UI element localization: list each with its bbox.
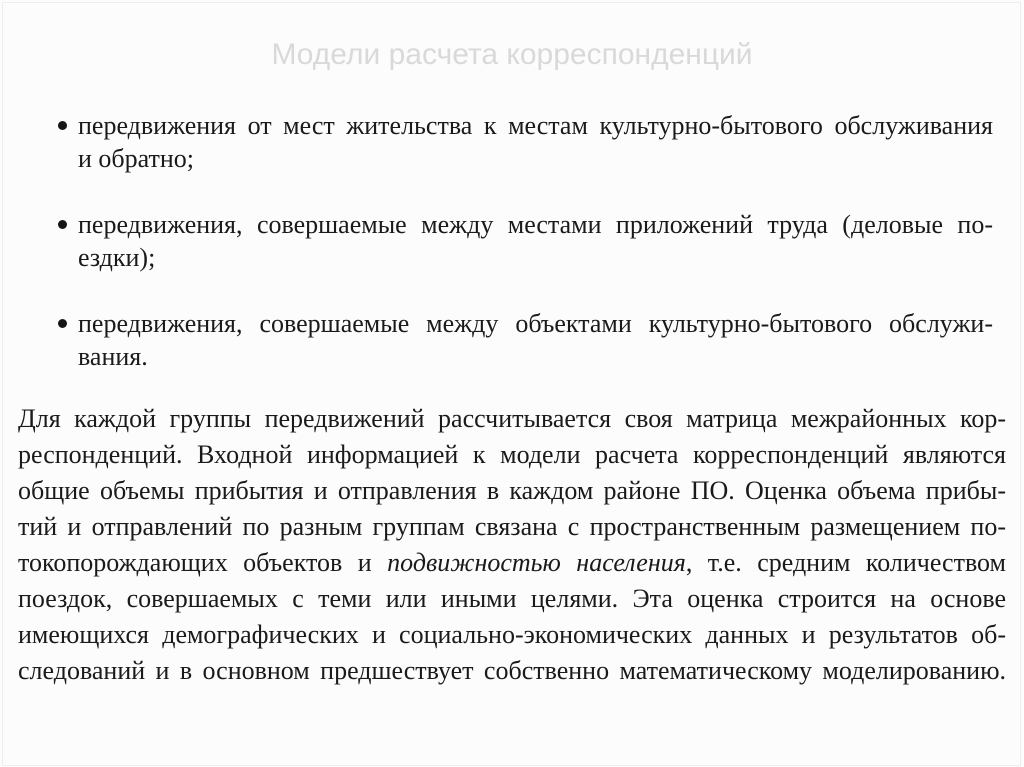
paragraph-line: поездок, совершаемых с теми или иными целями. Эта оценка строится на основе	[18, 584, 1006, 613]
paragraph	[18, 401, 1006, 689]
paragraph-line: Для каждой группы передвижений рассчитывается своя матрица межрайонных кор-	[18, 404, 1006, 433]
bullet-dot-icon	[58, 220, 67, 229]
bullet-item	[58, 109, 993, 175]
bullet-item	[58, 307, 993, 373]
slide-title: Модели расчета корреспонденций	[271, 38, 753, 71]
paragraph-line	[18, 545, 1006, 581]
paragraph-line: следований и в основном предшествует собственно математическому моделированию.	[18, 656, 1006, 685]
paragraph-line: имеющихся демографических и социально-экономических данных и результатов об-	[18, 620, 1006, 649]
paragraph-segment: токопорождающих объектов и	[18, 548, 388, 577]
bullet-line: передвижения, совершаемые между объектами культурно-бытового обслужи-	[78, 309, 993, 338]
bullet-line: передвижения от мест жительства к местам культурно-бытового обслуживания	[78, 111, 993, 140]
bullet-line: передвижения, совершаемые между местами приложений труда (деловые по-	[78, 210, 993, 239]
bullet-item	[58, 208, 993, 274]
bullet-dot-icon	[58, 121, 67, 130]
bullet-list	[58, 109, 993, 406]
bullet-line: и обратно;	[78, 144, 195, 173]
bullet-dot-icon	[58, 319, 67, 328]
bullet-text	[78, 109, 993, 175]
bullet-text	[78, 208, 993, 274]
paragraph-line: респонденций. Входной информацией к модели расчета корреспонденций являются	[18, 440, 1006, 469]
bullet-text	[78, 307, 993, 373]
bullet-line: ездки);	[78, 243, 156, 272]
paragraph-line: общие объемы прибытия и отправления в каждом районе ПО. Оценка объема прибы-	[18, 476, 1006, 505]
bullet-line: вания.	[78, 342, 148, 371]
paragraph-segment: , т.е. средним количеством	[685, 548, 1006, 577]
paragraph-line: тий и отправлений по разным группам связана с пространственным размещением по-	[18, 512, 1006, 541]
italic-term: подвижностью населения	[387, 548, 686, 577]
